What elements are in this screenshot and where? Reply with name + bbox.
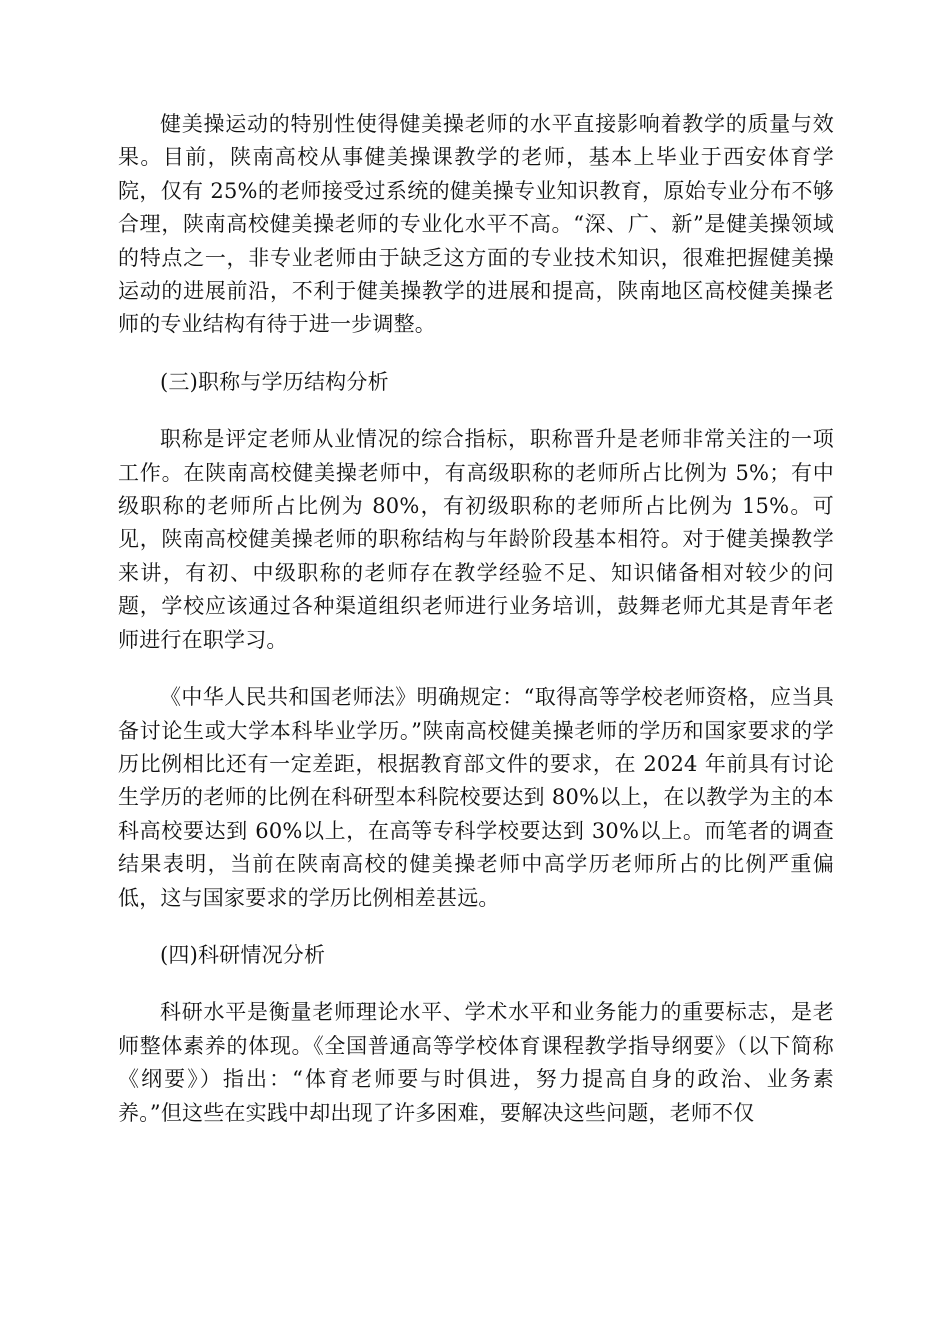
spacer bbox=[118, 399, 834, 423]
spacer bbox=[118, 972, 834, 996]
spacer bbox=[118, 342, 834, 366]
paragraph-research-level: 科研水平是衡量老师理论水平、学术水平和业务能力的重要标志，是老师整体素养的体现。《全国普通高等学校体育课程教学指导纲要》（以下简称《纲要》）指出：“体育老师要与时俱进，努力提高自身的政治、业务素养。”但这些在实践中却出现了许多困难，要解决这些问题，老师不仅 bbox=[118, 1000, 834, 1125]
paragraph-education-background: 《中华人民共和国老师法》明确规定：“取得高等学校老师资格，应当具备讨论生或大学本科毕业学历。”陕南高校健美操老师的学历和国家要求的学历比例相比还有一定差距，根据教育部文件的要求，在 2024 年前具有讨论生学历的老师的比例在科研型本科院校要达到 80%以上，在以教学为主的本科高校要达到 60%以上，在高等专科学校要达到 30%以上。而笔者的调查结果表明，当前在陕南高校的健美操老师中高学历老师所占的比例严重偏低，这与国家要求的学历比例相差甚远。 bbox=[118, 685, 834, 910]
section-heading-title-education: (三)职称与学历结构分析 bbox=[160, 369, 389, 394]
section-heading-research: (四)科研情况分析 bbox=[160, 942, 326, 967]
spacer bbox=[118, 657, 834, 681]
paragraph-teacher-specialization: 健美操运动的特别性使得健美操老师的水平直接影响着教学的质量与效果。目前，陕南高校从事健美操课教学的老师，基本上毕业于西安体育学院，仅有 25%的老师接受过系统的健美操专业知识教育，原始专业分布不够合理，陕南高校健美操老师的专业化水平不高。“深、广、新”是健美操领域的特点之一，非专业老师由于缺乏这方面的专业技术知识，很难把握健美操运动的进展前沿，不利于健美操教学的进展和提高，陕南地区高校健美操老师的专业结构有待于进一步调整。 bbox=[118, 112, 834, 337]
paragraph-professional-titles: 职称是评定老师从业情况的综合指标，职称晋升是老师非常关注的一项工作。在陕南高校健美操老师中，有高级职称的老师所占比例为 5%；有中级职称的老师所占比例为 80%，有初级职称的老师所占比例为 15%。可见，陕南高校健美操老师的职称结构与年龄阶段基本相符。对于健美操教学来讲，有初、中级职称的老师存在教学经验不足、知识储备相对较少的问题，学校应该通过各种渠道组织老师进行业务培训，鼓舞老师尤其是青年老师进行在职学习。 bbox=[118, 427, 834, 652]
spacer bbox=[118, 915, 834, 939]
document-page bbox=[118, 108, 834, 1130]
